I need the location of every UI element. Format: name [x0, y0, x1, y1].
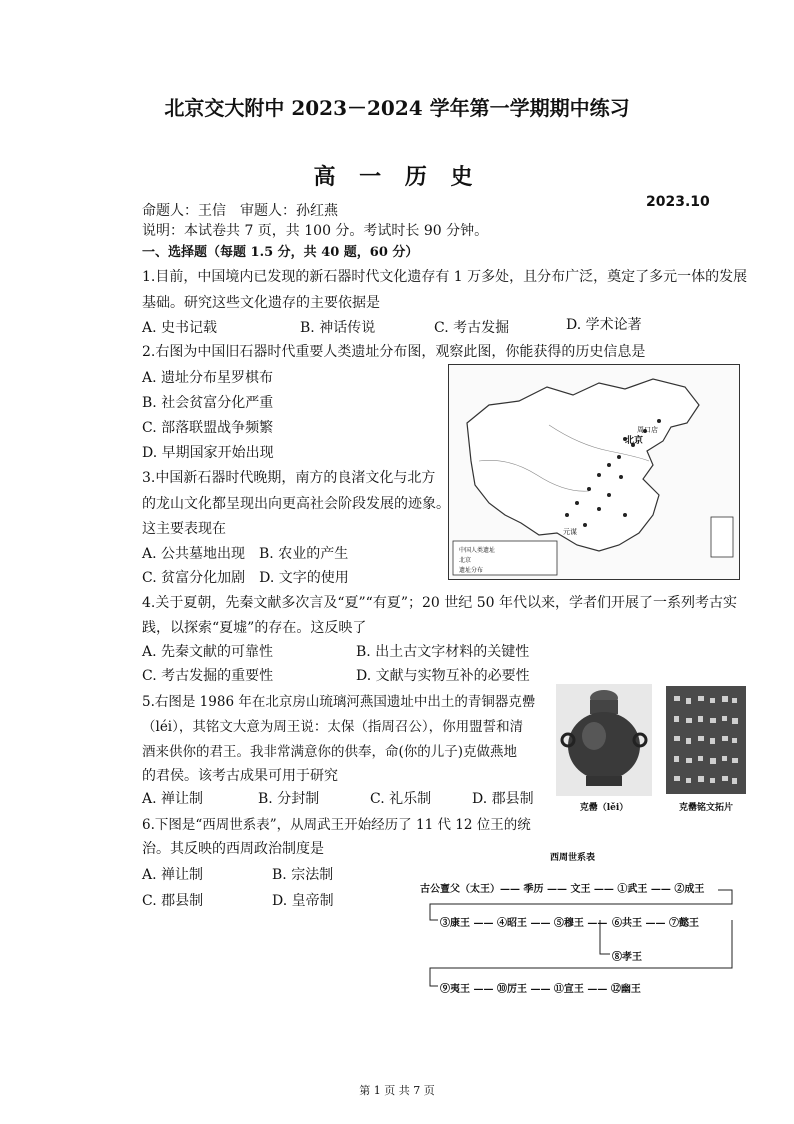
map-label-beijing: 北京: [625, 436, 644, 446]
section-heading: 一、选择题（每题 1.5 分，共 40 题，60 分）: [142, 245, 419, 260]
q6-stem-line1: 6.下图是“西周世系表”，从周武王开始经历了 11 代 12 位王的统: [142, 817, 531, 833]
q3-options-ab: A. 公共墓地出现 B. 农业的产生: [142, 546, 349, 562]
lineage-row-1: 古公亶父（太王）—— 季历 —— 文王 —— ①武王 —— ②成王: [420, 884, 705, 895]
q4-option-c: C. 考古发掘的重要性: [142, 668, 274, 684]
q4-stem-line1: 4.关于夏朝，先秦文献多次言及“夏”“有夏”；20 世纪 50 年代以来，学者们开展了一系列考古实: [142, 595, 737, 611]
q3-stem-line3: 这主要表现在: [142, 521, 226, 537]
q6-option-a: A. 禅让制: [142, 867, 204, 883]
q2-option-c: C. 部落联盟战争频繁: [142, 420, 274, 436]
map-label-yuanmou: 元谋: [563, 528, 577, 536]
q5-stem-line4: 的君侯。该考古成果可用于研究: [142, 768, 338, 784]
q2-option-a: A. 遗址分布星罗棋布: [142, 370, 274, 386]
q1-stem-line1: 1.目前，中国境内已发现的新石器时代文化遗存有 1 万多处，且分布广泛，奠定了多元一体的发展: [142, 269, 748, 285]
q1-option-d: D. 学术论著: [566, 317, 642, 333]
map-label-zhoukoudian: 周口店: [637, 426, 658, 434]
caption-lei: 克罍（lěi）: [579, 803, 629, 813]
q1-stem-line2: 基础。研究这些文化遗存的主要依据是: [142, 295, 380, 311]
q3-stem-line2: 的龙山文化都呈现出向更高社会阶段发展的迹象。: [142, 496, 450, 512]
site-distribution-map: [448, 364, 740, 580]
q6-option-d: D. 皇帝制: [272, 893, 334, 909]
authors: 命题人：王信 审题人：孙红燕: [142, 203, 338, 219]
caption-rubbing: 克罍铭文拓片: [678, 803, 733, 813]
exam-note: 说明：本试卷共 7 页，共 100 分。考试时长 90 分钟。: [142, 223, 489, 239]
page-footer: 第 1 页 共 7 页: [359, 1084, 435, 1097]
q5-option-b: B. 分封制: [258, 791, 320, 807]
q4-option-b: B. 出土古文字材料的关键性: [356, 644, 530, 660]
q1-option-b: B. 神话传说: [300, 320, 376, 336]
q2-option-d: D. 早期国家开始出现: [142, 445, 274, 461]
lineage-chart-title: 西周世系表: [550, 853, 596, 863]
lineage-row-3: ⑧孝王: [612, 952, 642, 963]
q3-options-cd: C. 贫富分化加剧 D. 文字的使用: [142, 570, 349, 586]
q5-option-a: A. 禅让制: [142, 791, 204, 807]
lineage-row-2b: ⑥共王 —— ⑦懿王: [612, 918, 699, 929]
q6-option-b: B. 宗法制: [272, 867, 334, 883]
map-legend-2: 北京: [459, 557, 472, 564]
rubbing-texture: [666, 686, 746, 794]
lineage-row-2a: ③康王 —— ④昭王 —— ⑤穆王 ——: [440, 918, 608, 929]
q5-stem-line1: 5.右图是 1986 年在北京房山琉璃河燕国遗址中出土的青铜器克罍: [142, 694, 536, 710]
q5-stem-line3: 酒来供你的君王。我非常满意你的供奉，命(你的儿子)克做燕地: [142, 744, 518, 760]
q3-stem-line1: 3.中国新石器时代晚期，南方的良渚文化与北方: [142, 470, 436, 486]
q2-option-b: B. 社会贫富分化严重: [142, 395, 274, 411]
q2-stem: 2.右图为中国旧石器时代重要人类遗址分布图，观察此图，你能获得的历史信息是: [142, 344, 646, 360]
q4-option-d: D. 文献与实物互补的必要性: [356, 668, 530, 684]
q4-option-a: A. 先秦文献的可靠性: [142, 644, 274, 660]
q1-option-a: A. 史书记载: [142, 320, 218, 336]
page-title: 北京交大附中 2023－2024 学年第一学期期中练习: [164, 96, 630, 120]
inscription-rubbing: [666, 686, 746, 794]
q5-option-c: C. 礼乐制: [370, 791, 432, 807]
map-legend-3: 遗址分布: [459, 567, 484, 574]
lineage-row-4: ⑨夷王 —— ⑩厉王 —— ⑪宣王 —— ⑫幽王: [440, 984, 641, 995]
bronze-lei-photo: [556, 684, 652, 796]
exam-date: 2023.10: [646, 194, 710, 210]
map-legend-1: 中国人类遗址: [459, 547, 496, 554]
q6-stem-line2: 治。其反映的西周政治制度是: [142, 841, 324, 857]
q6-option-c: C. 郡县制: [142, 893, 204, 909]
q1-option-c: C. 考古发掘: [434, 320, 510, 336]
q5-stem-line2: （léi），其铭文大意为周王说：太保（指周召公），你用盟誓和清: [142, 719, 524, 735]
q4-stem-line2: 践，以探索“夏墟”的存在。这反映了: [142, 620, 367, 636]
bronze-vessel-graphic: [556, 684, 652, 796]
subject-title: 高 一 历 史: [313, 164, 481, 190]
q5-option-d: D. 郡县制: [472, 791, 534, 807]
